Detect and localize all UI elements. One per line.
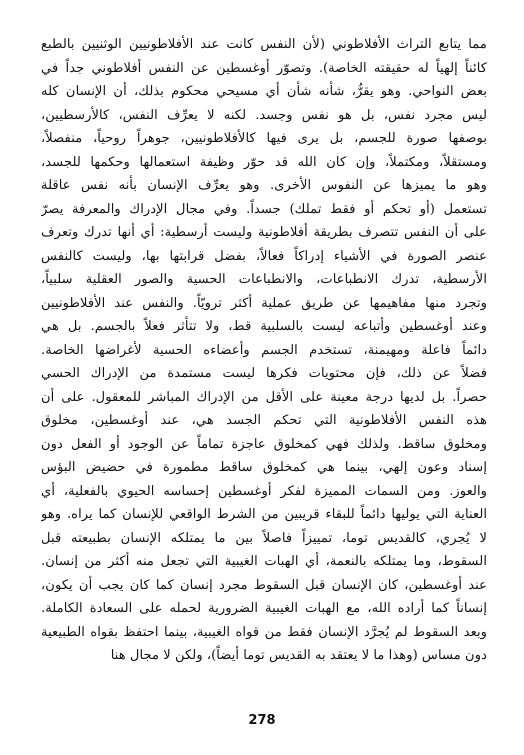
body-text (41, 33, 487, 668)
text-line: بوصفها صورة للجسم، بل يرى فيها كالأفلاطونيين، جوهراً روحياً، منفصلاً، (41, 131, 487, 146)
text-line: لا يُجري، كالقديس توما، تمييزاً فاصلاً بين ما يمتلكه الإنسان بطبيعته قبل (41, 530, 487, 546)
text-line: دائماً فاعلة ومهيمنة، تستخدم الجسم وأعضاءه الحسية لأغراضها الخاصة. (41, 342, 487, 358)
text-line: مما يتابع التراث الأفلاطوني (لأن النفس كانت عند الأفلاطونيين الوثنيين بالطبع (41, 37, 487, 52)
text-line: ومستقلاً، ومكتملاً، وإن كان الله قد حوّر وظيفة استعمالها وحكمها للجسد، (41, 154, 487, 170)
text-line: عند أوغسطين، كان الإنسان قبل السقوط مجرد إنسان كما كان يجب أن يكون، (41, 577, 487, 593)
page-number: 278 (248, 713, 276, 728)
text-line: عنصر الصورة في الأشياء إدراكاً فعالاً، بفضل قرابتها بها، وليست كالنفس (41, 248, 487, 264)
text-line: وهو ما يميزها عن النفوس الأخرى. وهو يعرِّف الإنسان بأنه نفس عاقلة (41, 178, 487, 193)
text-line: العناية التي يوليها دائماً للبقاء قريبين من الشرط الواقعي للإنسان كما يراه. وهو (41, 507, 487, 522)
text-line: تستعمل (أو تحكم أو فقط تملك) جسداً. وفي مجال الإدراك والمعرفة يصرّ (41, 201, 487, 217)
text-line: وعند أوغسطين وأتباعه ليست بالسلبية قط، ولا تتأثر فعلاً بالجسم. بل هي (41, 319, 487, 334)
text-line: الأرسطية، تدرك الانطباعات، والانطباعات الحسية والصور العقلية سلبياً، (41, 272, 487, 287)
text-line: هذه النفس الأفلاطونية التي تحكم الجسد هي، عند أوغسطين، مخلوق (41, 413, 487, 428)
text-line: ومخلوق ساقط. ولذلك فهي كمخلوق عاجزة تماماً عن الوجود أو الفعل دون (41, 436, 487, 452)
text-line: وتجرد منها مفاهيمها عن طريق عملية أكثر ترويّاً. والنفس عند الأفلاطونيين (41, 295, 487, 311)
text-line: بعض النواحي. وهو يقرُّ، شأنه شأن أي مسيحي محكوم بذلك، أن الإنسان كله (41, 84, 487, 99)
text-line: والعوز. ومن السمات المميزة لفكر أوغسطين إحساسه الحيوي بالفعلية، أي (41, 483, 487, 499)
text-line: دون مساس (وهذا ما لا يعتقد به القديس توما أيضاً)، ولكن لا مجال هنا (110, 648, 487, 663)
text-line: إنساناً كما أراده الله، مع الهبات الغيبية الضرورية لحمله على السعادة الكاملة. (41, 601, 487, 616)
text-line: إسناد وعون إلهي، بينما هي كمخلوق ساقط مطمورة في حضيض البؤس (41, 460, 487, 475)
text-line: السقوط، وما يمتلكه بالنعمة، أي الهبات الغيبية التي تجعل منه أكثر من إنسان. (41, 554, 487, 569)
text-line: كائناً إلهياً له حقيقته الخاصة). وتصوّر أوغسطين عن النفس أفلاطوني جداً في (41, 60, 487, 76)
text-line: حصراً. بل لديها درجة معينة على الأقل من الإدراك المباشر للمعقول. على أن (41, 389, 487, 405)
text-line: فضلاً عن ذلك، فإن محتويات فكرها ليست مستمدة من الإدراك الحسي (41, 366, 487, 381)
text-line: على أن النفس تتصرف بطريقة أفلاطونية وليست أرسطية: أي أنها تدرك وتعرف (41, 225, 487, 240)
text-line: وبعد السقوط لم يُجرَّد الإنسان فقط من قواه الغيبية، بينما احتفظ بقواه الطبيعية (41, 624, 487, 640)
text-line: ليس مجرد نفس، بل هو نفس وجسد. لكنه لا يعرِّف النفس، كالأرسطيين، (41, 107, 487, 123)
